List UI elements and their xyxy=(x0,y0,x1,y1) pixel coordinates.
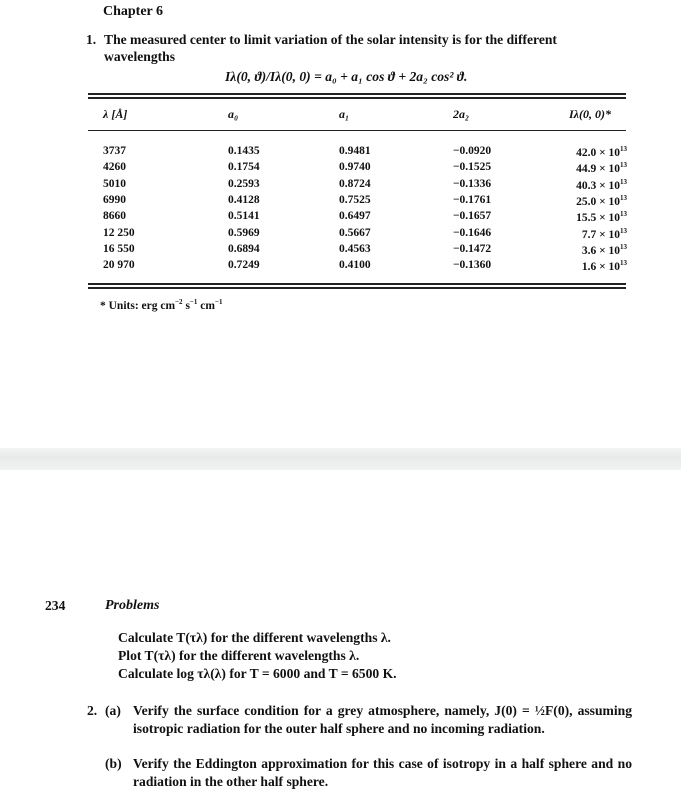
table-cell: −0.1525 xyxy=(453,161,492,174)
table-cell: −0.1472 xyxy=(453,242,492,255)
table-cell: 0.1435 xyxy=(228,145,260,157)
intensity-formula: Iλ(0, ϑ)/Iλ(0, 0) = a₀ + a₁ cos ϑ + 2a₂ cos² ϑ. xyxy=(225,69,468,84)
table-cell-intensity: $40.3 \times 10^{13}$ xyxy=(576,177,627,192)
problem-2-number: 2. xyxy=(87,703,98,718)
table-cell: −0.1336 xyxy=(453,177,492,190)
table-cell: 12 250 xyxy=(103,226,135,239)
problem-2a-label: (a) xyxy=(105,703,121,718)
table-cell: 16 550 xyxy=(103,242,135,255)
table-cell: 0.9481 xyxy=(339,145,371,157)
header-intensity: Iλ(0, 0)* xyxy=(569,107,611,121)
table-cell: −0.1657 xyxy=(453,210,492,223)
table-cell: 0.4563 xyxy=(339,242,371,255)
table-cell-intensity: $44.9 \times 10^{13}$ xyxy=(576,161,627,176)
chapter-heading: Chapter 6 xyxy=(103,4,164,19)
table-top-rule-2 xyxy=(88,97,626,99)
table-cell: 0.6497 xyxy=(339,210,371,223)
table-cell-intensity: $42.0 \times 10^{13}$ xyxy=(576,145,627,159)
task-plot-temperature: Plot T(τλ) for the different wavelengths λ. xyxy=(118,648,360,663)
page-number: 234 xyxy=(45,598,66,613)
table-cell: 0.8724 xyxy=(339,177,371,190)
table-bottom-rule-2 xyxy=(88,287,626,289)
header-a1: a₁ xyxy=(339,107,350,121)
table-cell: 0.4128 xyxy=(228,193,260,206)
table-header-rule xyxy=(88,130,626,131)
table-cell: −0.1646 xyxy=(453,226,492,239)
table-cell: 4260 xyxy=(103,161,126,174)
problems-heading: Problems xyxy=(105,598,160,613)
table-cell: 5010 xyxy=(103,177,126,190)
problem-1-number: 1. xyxy=(86,32,97,47)
problem-2a-text: Verify the surface condition for a grey atmosphere, namely, J(0) = ½F(0), assuming isotropic radiation for the outer half sphere and no incoming radiation. xyxy=(133,703,632,736)
table-cell-intensity: $15.5 \times 10^{13}$ xyxy=(576,210,627,225)
header-a0: a₀ xyxy=(228,107,239,121)
table-cell-intensity: $7.7 \times 10^{13}$ xyxy=(581,226,627,241)
table-cell: 0.9740 xyxy=(339,161,371,174)
header-lambda: λ [Å] xyxy=(103,107,128,121)
table-cell: 0.5141 xyxy=(228,210,260,223)
task-calculate-log-tau: Calculate log τλ(λ) for T = 6000 and T = 6500 K. xyxy=(118,666,397,681)
page-gap xyxy=(0,448,681,470)
problem-1-line1: The measured center to limit variation of the solar intensity is for the different xyxy=(104,32,557,47)
table-cell: 0.1754 xyxy=(228,161,260,174)
problem-2b-text: Verify the Eddington approximation for this case of isotropy in a half sphere and no radiation in the other half sphere. xyxy=(133,756,632,789)
table-cell: 0.4100 xyxy=(339,259,371,272)
table-cell: −0.1360 xyxy=(453,259,492,272)
table-cell: −0.0920 xyxy=(453,145,492,157)
table-cell-intensity: $1.6 \times 10^{13}$ xyxy=(581,259,627,273)
table-cell-intensity: $3.6 \times 10^{13}$ xyxy=(581,242,627,257)
table-cell-intensity: $25.0 \times 10^{13}$ xyxy=(576,193,627,208)
table-cell: 0.7525 xyxy=(339,193,371,206)
table-footnote: * Units: erg $cm^{-2}$ $s^{-1}$ $cm^{-1}$ xyxy=(100,298,223,312)
header-2a2: 2a₂ xyxy=(453,107,470,121)
table-cell: 0.7249 xyxy=(228,259,260,272)
table-cell: 8660 xyxy=(103,210,126,223)
table-cell: 0.5969 xyxy=(228,226,260,239)
table-cell: 3737 xyxy=(103,145,126,157)
task-calculate-temperature: Calculate T(τλ) for the different wavelengths λ. xyxy=(118,630,391,645)
table-bottom-rule xyxy=(88,283,626,285)
table-cell: 0.2593 xyxy=(228,177,260,190)
table-cell: 20 970 xyxy=(103,259,135,272)
table-cell: 6990 xyxy=(103,193,126,206)
table-cell: −0.1761 xyxy=(453,193,492,206)
problem-1-line2: wavelengths xyxy=(104,49,175,64)
table-top-rule xyxy=(88,93,626,95)
table-cell: 0.5667 xyxy=(339,226,371,239)
table-cell: 0.6894 xyxy=(228,242,260,255)
problem-2b-label: (b) xyxy=(105,756,122,771)
